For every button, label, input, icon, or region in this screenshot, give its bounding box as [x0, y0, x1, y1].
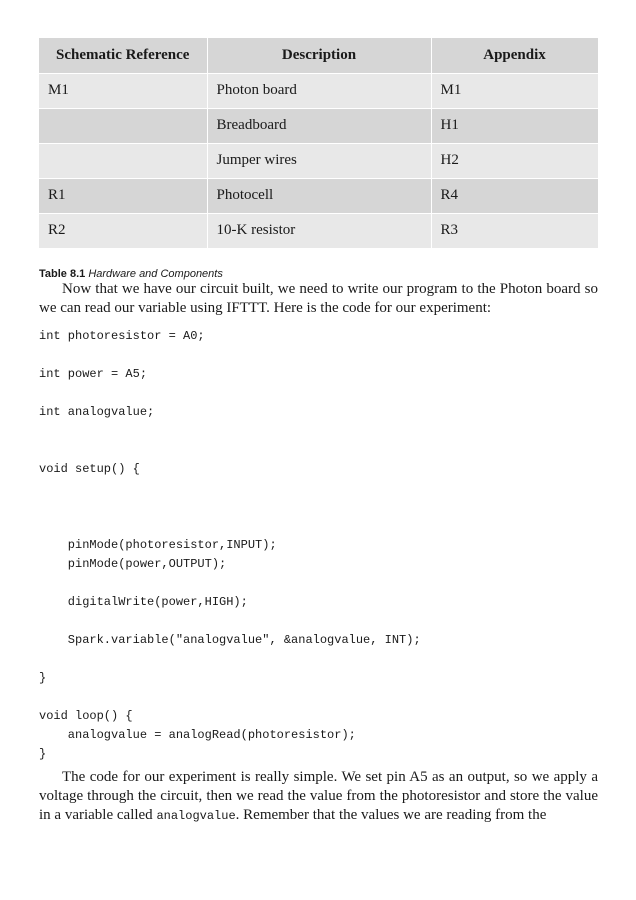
table-row [39, 178, 598, 213]
cell-schematic-reference: R1 [39, 178, 207, 213]
intro-paragraph: Now that we have our circuit built, we need to write our program to the Photon board so we can read our variable using IFTTT. Here is the code for our experiment: [39, 280, 598, 316]
page [39, 38, 598, 826]
cell-schematic-reference: R2 [39, 213, 207, 248]
caption-text: Hardware and Components [88, 267, 223, 280]
inline-code-analogvalue: analogvalue [156, 808, 236, 823]
cell-appendix: M1 [431, 73, 598, 108]
cell-appendix: R4 [431, 178, 598, 213]
header-appendix: Appendix [431, 38, 598, 73]
cell-schematic-reference [39, 143, 207, 178]
explanation-text-after: . Remember that the values we are reading from the [235, 806, 547, 823]
cell-appendix: R3 [431, 213, 598, 248]
cell-appendix: H2 [431, 143, 598, 178]
cell-schematic-reference [39, 108, 207, 143]
cell-description: Breadboard [207, 108, 431, 143]
hardware-table [39, 38, 599, 249]
header-schematic-reference: Schematic Reference [39, 38, 207, 73]
table-header-row [39, 38, 598, 73]
cell-description: Photocell [207, 178, 431, 213]
code-listing: int photoresistor = A0; int power = A5; int analogvalue; void setup() { pinMode(photoresistor,INPUT); pinMode(power,OUTPUT); digitalWrite(power,HIGH); Spark.variable("analogvalue", &analogvalue, INT); } void loop() { analogvalue = analogRead(photoresistor); } [39, 328, 421, 761]
code-block [39, 327, 598, 768]
table-caption [39, 268, 598, 280]
explanation-paragraph [39, 768, 598, 826]
cell-description: 10-K resistor [207, 213, 431, 248]
table-row [39, 108, 598, 143]
cell-schematic-reference: M1 [39, 73, 207, 108]
table-row [39, 73, 598, 108]
cell-description: Photon board [207, 73, 431, 108]
caption-label: Table 8.1 [39, 267, 86, 280]
cell-description: Jumper wires [207, 143, 431, 178]
cell-appendix: H1 [431, 108, 598, 143]
header-description: Description [207, 38, 431, 73]
table-row [39, 213, 598, 248]
table-row [39, 143, 598, 178]
explanation-text-before: The code for our experiment is really simple. We set pin A5 as an output, so we apply a voltage through the circuit, then we read the value from the photoresistor and store the value in a variable called [39, 768, 598, 823]
